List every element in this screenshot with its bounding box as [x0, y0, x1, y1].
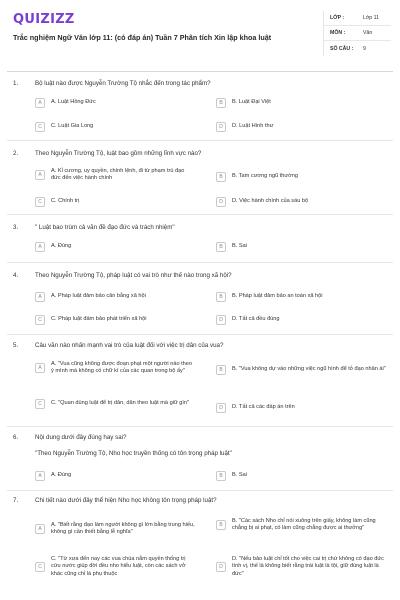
meta-key: SỐ CÂU : — [330, 45, 354, 52]
option-letter: D — [216, 315, 226, 325]
option-d[interactable] — [216, 197, 386, 207]
header-divider — [7, 71, 393, 72]
option-a[interactable] — [35, 292, 195, 302]
question-quote: "Theo Nguyễn Trường Tộ, Nho học truyền thống có tôn trọng pháp luật" — [35, 450, 232, 457]
option-text: A. Pháp luật đảm bảo cân bằng xã hội — [51, 293, 146, 300]
question-number: 6. — [13, 434, 19, 441]
option-c[interactable] — [35, 197, 195, 207]
option-letter: D — [216, 122, 226, 132]
option-text: B. Sai — [232, 243, 247, 250]
option-text: C. "Từ xưa đến nay các vua chúa nắm quyền thống trị cứu nước giúp đời đều nho hiểu luật, còn các sách vở khác cũng chỉ là phụ thuộc — [51, 556, 186, 577]
option-a[interactable] — [35, 471, 195, 481]
question-divider — [7, 490, 393, 491]
question-divider — [7, 262, 393, 263]
option-a[interactable] — [35, 242, 195, 252]
question-text: Theo Nguyễn Trường Tộ, pháp luật có vai trò như thế nào trong xã hội? — [35, 272, 232, 279]
option-b[interactable] — [216, 471, 386, 481]
option-d[interactable] — [216, 556, 386, 578]
option-text: B. Luật Đại Việt — [232, 99, 271, 106]
option-text: A. Kỉ cương, uy quyền, chính lệnh, đi từ phạm trù đạo đức đến việc hành chính — [51, 168, 185, 182]
question-text: Câu văn nào nhấn mạnh vai trò của luật đối với việc trị dân của vua? — [35, 342, 224, 349]
question-divider — [7, 426, 393, 427]
option-letter: C — [35, 197, 45, 207]
option-letter: A — [35, 292, 45, 302]
option-d[interactable] — [216, 122, 386, 132]
question-number: 5. — [13, 342, 19, 349]
question-divider — [7, 214, 393, 215]
option-letter: C — [35, 399, 45, 409]
option-text: B. Tam cương ngũ thường — [232, 173, 299, 180]
meta-row-class — [324, 11, 391, 26]
option-text: D. Tất cả đều đúng — [232, 316, 280, 323]
option-letter: B — [216, 520, 226, 530]
option-text: B. Pháp luật đảm bảo an toàn xã hội — [232, 293, 323, 300]
option-b[interactable] — [216, 518, 386, 533]
option-d[interactable] — [216, 315, 386, 325]
option-text: C. "Quan dùng luật để trị dân, dân theo luật mà giữ gìn" — [51, 400, 190, 407]
question-text: Bộ luật nào được Nguyễn Trường Tộ nhắc đến trong tác phẩm? — [35, 80, 211, 87]
option-text: A. Đúng — [51, 243, 72, 250]
option-a[interactable] — [35, 361, 195, 376]
option-a[interactable] — [35, 98, 195, 108]
option-letter: C — [35, 122, 45, 132]
option-text: A. Đúng — [51, 472, 72, 479]
question-text: Nội dung dưới đây đúng hay sai? — [35, 434, 127, 441]
option-letter: D — [216, 562, 226, 572]
option-letter: A — [35, 524, 45, 534]
option-letter: A — [35, 242, 45, 252]
meta-key: MÔN : — [330, 30, 346, 36]
option-letter: A — [35, 98, 45, 108]
option-text: D. Luật Hình thư — [232, 123, 274, 130]
option-text: C. Luật Gia Long — [51, 123, 94, 130]
option-letter: B — [216, 98, 226, 108]
option-letter: D — [216, 403, 226, 413]
option-b[interactable] — [216, 98, 386, 108]
option-letter: B — [216, 242, 226, 252]
option-d[interactable] — [216, 403, 386, 413]
option-c[interactable] — [35, 315, 195, 325]
option-letter: B — [216, 172, 226, 182]
meta-table — [323, 11, 391, 56]
page-title: Trắc nghiệm Ngữ Văn lớp 11: (có đáp án) Tuần 7 Phân tích Xin lập khoa luật — [13, 33, 272, 42]
question-number: 4. — [13, 272, 19, 279]
question-number: 2. — [13, 150, 19, 157]
option-letter: A — [35, 170, 45, 180]
option-text: B. Sai — [232, 472, 247, 479]
option-text: A. "Vua cũng không được đoạn phạt một người nào theo ý mình mà không có chữ kí của các quan trong bộ ấy" — [51, 361, 193, 375]
question-text: Chi tiết nào dưới đây thể hiện Nho học không tôn trọng pháp luật? — [35, 497, 217, 504]
option-text: B. "Các sách Nho chỉ nói xuông trên giấy, không làm cũng chẳng bị ai phạt, có làm cũng chẳng được ai thưởng" — [232, 518, 376, 532]
question-divider — [7, 334, 393, 335]
question-divider — [7, 140, 393, 141]
meta-row-count — [324, 41, 391, 56]
option-a[interactable] — [35, 522, 195, 537]
option-b[interactable] — [216, 292, 386, 302]
option-a[interactable] — [35, 168, 195, 183]
option-c[interactable] — [35, 556, 195, 578]
option-text: D. Việc hành chính của sáu bộ — [232, 198, 309, 205]
document-header — [0, 0, 400, 68]
option-text: C. Chính trị — [51, 198, 80, 205]
option-letter: B — [216, 292, 226, 302]
question-number: 7. — [13, 497, 19, 504]
option-letter: C — [35, 562, 45, 572]
option-letter: C — [35, 315, 45, 325]
meta-value: Văn — [363, 30, 373, 36]
option-text: A. Luật Hồng Đức — [51, 99, 96, 106]
option-letter: A — [35, 471, 45, 481]
question-number: 3. — [13, 224, 19, 231]
option-text: B. "Vua không dự vào những việc ngũ hình để tỏ đạo nhân ái" — [232, 366, 386, 373]
option-letter: D — [216, 197, 226, 207]
option-text: D. Tất cả các đáp án trên — [232, 404, 295, 411]
option-letter: B — [216, 471, 226, 481]
option-c[interactable] — [35, 122, 195, 132]
meta-row-subject — [324, 26, 391, 41]
meta-value: 9 — [363, 45, 366, 52]
option-b[interactable] — [216, 242, 386, 252]
question-text: Theo Nguyễn Trường Tộ, luật bao gồm những lĩnh vực nào? — [35, 150, 202, 157]
option-text: D. "Nếu bảo luật chỉ tốt cho việc cai trị chứ không có đạo đức tình vị, thế là không biết rằng trái luật là tội, giữ đúng luật là đức" — [232, 556, 384, 577]
option-text: A. "Biết rằng đạo làm người không gì lớn bằng trung hiếu, không gì cần thiết bằng lễ nghĩa" — [51, 522, 195, 536]
quizizz-logo: QUIZIZZ — [13, 12, 75, 27]
option-letter: A — [35, 363, 45, 373]
option-c[interactable] — [35, 399, 195, 409]
meta-key: LỚP : — [330, 15, 345, 21]
meta-value: Lớp 11 — [363, 15, 379, 21]
option-letter: B — [216, 365, 226, 375]
question-text: " Luật bao trùm cả văn đề đạo đức và trách nhiệm" — [35, 224, 175, 231]
option-b[interactable] — [216, 365, 386, 375]
option-b[interactable] — [216, 172, 386, 182]
option-text: C. Pháp luật đảm bảo phát triển xã hội — [51, 316, 147, 323]
question-number: 1. — [13, 80, 19, 87]
